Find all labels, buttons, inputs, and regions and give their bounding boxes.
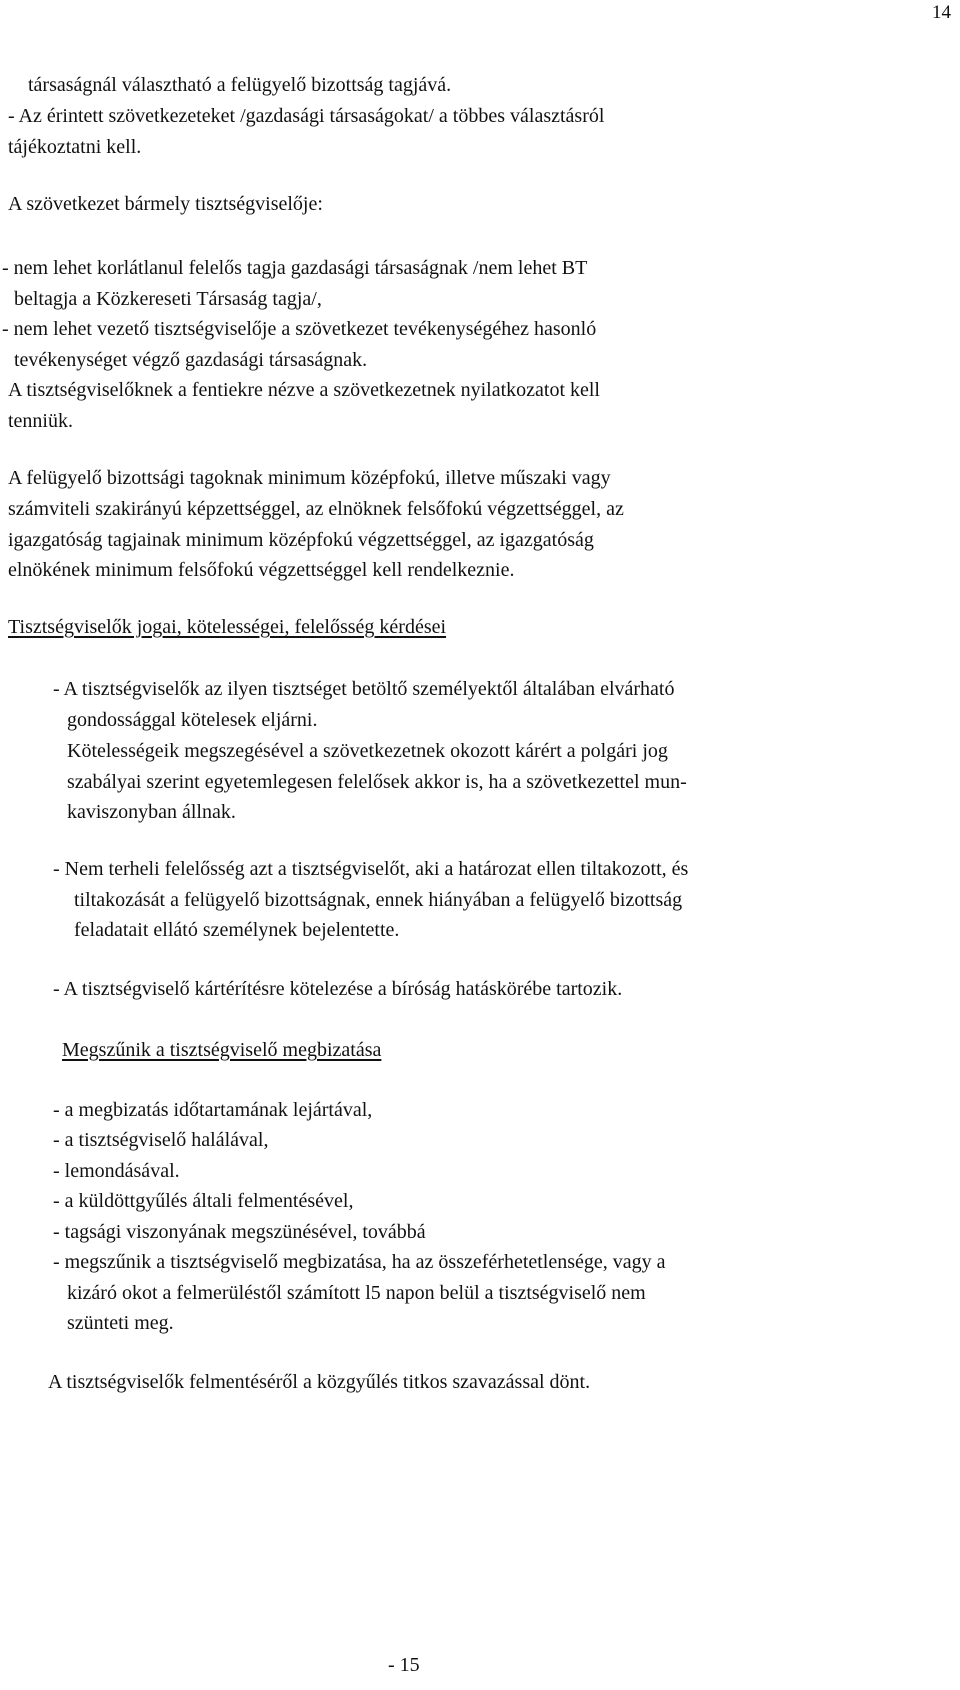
paragraph-line: gondossággal kötelesek eljárni. [67, 709, 318, 731]
list-item: - a megbizatás időtartamának lejártával, [53, 1099, 373, 1121]
list-item: - a küldöttgyűlés általi felmentésével, [53, 1190, 354, 1212]
paragraph-line: kaviszonyban állnak. [67, 801, 236, 823]
page-number-top: 14 [932, 2, 951, 23]
paragraph-line: elnökének minimum felsőfokú végzettséggel kell rendelkeznie. [8, 559, 515, 581]
paragraph-line: számviteli szakirányú képzettséggel, az elnöknek felsőfokú végzettséggel, az [8, 498, 624, 520]
paragraph-line: A tisztségviselőknek a fentiekre nézve a szövetkezetnek nyilatkozatot kell [8, 379, 600, 401]
list-item: - a tisztségviselő halálával, [53, 1129, 269, 1151]
paragraph-line: A felügyelő bizottsági tagoknak minimum középfokú, illetve műszaki vagy [8, 467, 611, 489]
list-item: - megszűnik a tisztségviselő megbizatása, ha az összeférhetetlensége, vagy a [53, 1251, 666, 1273]
section-heading: Megszűnik a tisztségviselő megbizatása [62, 1039, 382, 1061]
paragraph-line: szabályai szerint egyetemlegesen felelősek akkor is, ha a szövetkezettel mun- [67, 771, 687, 793]
paragraph-line: társaságnál választható a felügyelő bizottság tagjává. [28, 74, 452, 96]
paragraph-line: tájékoztatni kell. [8, 136, 142, 158]
paragraph-line: feladatait ellátó személynek bejelentette. [74, 919, 400, 941]
paragraph-line: beltagja a Közkereseti Társaság tagja/, [14, 288, 322, 310]
paragraph-line: tevékenységet végző gazdasági társaságnak. [14, 349, 368, 371]
list-item: - Nem terheli felelősség azt a tisztségviselőt, aki a határozat ellen tiltakozott, és [53, 858, 689, 880]
list-item: - A tisztségviselő kártérítésre kötelezése a bíróság hatáskörébe tartozik. [53, 978, 623, 1000]
list-item: - A tisztségviselők az ilyen tisztséget betöltő személyektől általában elvárható [53, 678, 675, 700]
section-heading: Tisztségviselők jogai, kötelességei, felelősség kérdései [8, 616, 447, 638]
paragraph-line: szünteti meg. [67, 1312, 174, 1334]
list-item: - nem lehet vezető tisztségviselője a szövetkezet tevékenységéhez hasonló [2, 318, 597, 340]
paragraph-line: kizáró okot a felmerüléstől számított l5 napon belül a tisztségviselő nem [67, 1282, 646, 1304]
paragraph-line: tenniük. [8, 410, 73, 432]
paragraph-line: A szövetkezet bármely tisztségviselője: [8, 193, 323, 215]
paragraph-line: igazgatóság tagjainak minimum középfokú végzettséggel, az igazgatóság [8, 529, 594, 551]
list-item: - Az érintett szövetkezeteket /gazdasági társaságokat/ a többes választásról [8, 105, 605, 127]
list-item: - tagsági viszonyának megszünésével, továbbá [53, 1221, 426, 1243]
paragraph-line: tiltakozását a felügyelő bizottságnak, ennek hiányában a felügyelő bizottság [74, 889, 683, 911]
list-item: - nem lehet korlátlanul felelős tagja gazdasági társaságnak /nem lehet BT [2, 257, 588, 279]
closing-statement: A tisztségviselők felmentéséről a közgyűlés titkos szavazással dönt. [48, 1371, 591, 1393]
list-item: - lemondásával. [53, 1160, 180, 1182]
page-number-bottom: - 15 [388, 1654, 420, 1676]
paragraph-line: Kötelességeik megszegésével a szövetkezetnek okozott kárért a polgári jog [67, 740, 668, 762]
